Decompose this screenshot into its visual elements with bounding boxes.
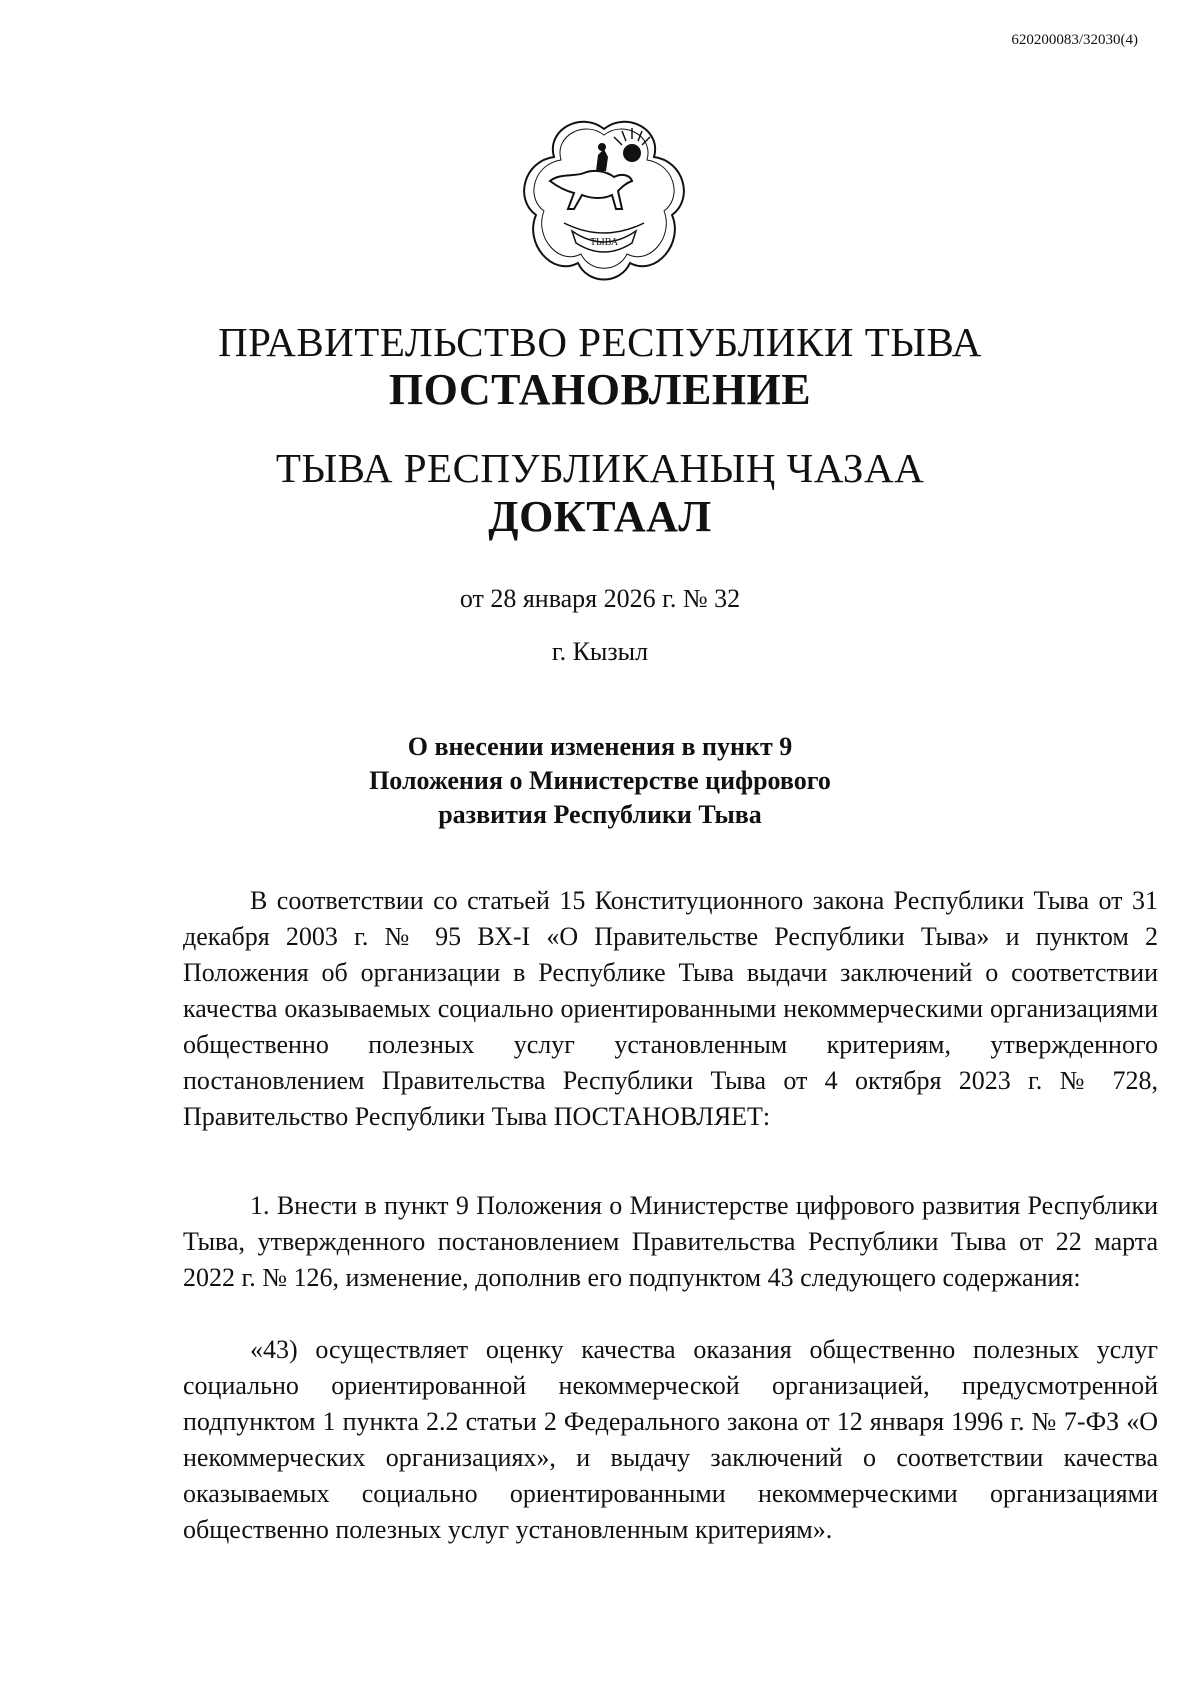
heading-government-tv: ТЫВА РЕСПУБЛИКАНЫҢ ЧАЗАА	[275, 445, 925, 491]
heading-government-ru: ПРАВИТЕЛЬСТВО РЕСПУБЛИКИ ТЫВА	[218, 319, 982, 365]
paragraph-text: «43) осуществляет оценку качества оказания общественно полезных услуг социально ориентированной некоммерческой организацией, предусмотренной подпунктом 1 пункта 2.2 статьи 2 Федерального закона от 12 января 1996 г. № 7-ФЗ «О некоммерческих организациях», и выдачу заключений о соответствии качества оказываемых социально ориентированными некоммерческими организациями общественно полезных услуг установленным критериям».	[183, 1335, 1158, 1544]
decree-date: от 28 января 2026 г. № 32	[459, 584, 741, 613]
subject-line: Положения о Министерстве цифрового	[369, 766, 831, 795]
tuva-coat-of-arms-icon	[514, 115, 694, 285]
subject-line: развития Республики Тыва	[438, 800, 762, 829]
svg-text:ТЫВА: ТЫВА	[589, 237, 619, 248]
document-id: 620200083/32030(4)	[1011, 32, 1138, 48]
decree-subject	[0, 730, 1200, 832]
heading-decree-ru: ПОСТАНОВЛЕНИЕ	[388, 365, 812, 414]
body-paragraph-item-1	[183, 1188, 1158, 1296]
heading-decree-tv: ДОКТААЛ	[488, 492, 712, 541]
paragraph-text: 1. Внести в пункт 9 Положения о Министерстве цифрового развития Республики Тыва, утвержденного постановлением Правительства Республики Тыва от 22 марта 2022 г. № 126, изменение, дополнив его подпунктом 43 следующего содержания:	[183, 1191, 1158, 1292]
body-paragraph-subitem-43	[183, 1332, 1158, 1548]
paragraph-text: В соответствии со статьей 15 Конституционного закона Республики Тыва от 31 декабря 2003 г. № 95 ВХ-I «О Правительстве Республики Тыва» и пунктом 2 Положения об организации в Республике Тыва выдачи заключений о соответствии качества оказываемых социально ориентированными некоммерческими организациями общественно полезных услуг установленным критериям, утвержденного постановлением Правительства Республики Тыва от 4 октября 2023 г. № 728, Правительство Республики Тыва ПОСТАНОВЛЯЕТ:	[183, 886, 1158, 1131]
subject-line: О внесении изменения в пункт 9	[407, 732, 793, 761]
decree-city: г. Кызыл	[551, 637, 649, 666]
body-paragraph-preamble	[183, 883, 1158, 1135]
